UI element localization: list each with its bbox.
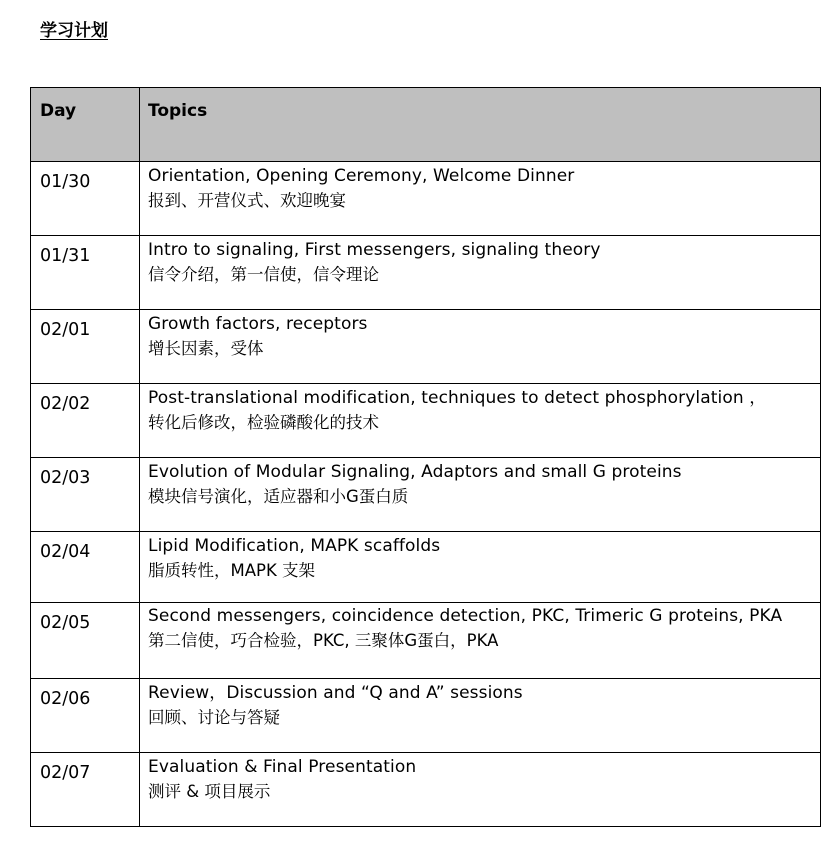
topic-cell — [140, 679, 821, 753]
topic-english: Lipid Modification, MAPK scaffolds — [148, 536, 441, 556]
topic-english: Growth factors, receptors — [148, 314, 368, 334]
table-row — [31, 310, 821, 384]
day-text: 02/01 — [40, 320, 91, 340]
day-cell — [31, 236, 140, 310]
topic-chinese: 模块信号演化，适应器和小G蛋白质 — [148, 487, 409, 506]
day-cell — [31, 603, 140, 679]
day-cell — [31, 679, 140, 753]
page-title: 学习计划 — [40, 21, 108, 41]
table-row — [31, 458, 821, 532]
topic-english: Post-translational modification, techniques to detect phosphorylation ， — [148, 388, 767, 408]
topic-cell — [140, 162, 821, 236]
table-row — [31, 384, 821, 458]
topic-english: Evaluation & Final Presentation — [148, 757, 417, 777]
day-text: 02/07 — [40, 763, 91, 783]
topic-chinese: 回顾、讨论与答疑 — [148, 708, 280, 727]
topic-cell — [140, 310, 821, 384]
day-text: 02/03 — [40, 468, 91, 488]
topic-chinese: 脂质转性，MAPK 支架 — [148, 561, 316, 580]
day-text: 02/02 — [40, 394, 91, 414]
topic-chinese: 增长因素，受体 — [148, 339, 264, 358]
day-cell — [31, 162, 140, 236]
table-row — [31, 679, 821, 753]
topic-english: Intro to signaling, First messengers, signaling theory — [148, 240, 601, 260]
table-row — [31, 162, 821, 236]
day-text: 02/05 — [40, 613, 91, 633]
column-header-day-label: Day — [40, 101, 77, 121]
topic-chinese: 转化后修改，检验磷酸化的技术 — [148, 413, 379, 432]
table-body — [31, 162, 821, 827]
schedule-table — [30, 87, 821, 827]
table-row — [31, 603, 821, 679]
topic-cell — [140, 532, 821, 603]
table-row — [31, 532, 821, 603]
topic-chinese: 测评 & 项目展示 — [148, 782, 271, 801]
topic-chinese: 报到、开营仪式、欢迎晚宴 — [148, 191, 346, 210]
topic-chinese: 信令介绍，第一信使，信令理论 — [148, 265, 379, 284]
day-text: 02/04 — [40, 542, 91, 562]
day-text: 01/30 — [40, 172, 91, 192]
topic-cell — [140, 384, 821, 458]
column-header-day — [31, 88, 140, 162]
topic-chinese: 第二信使，巧合检验，PKC, 三聚体G蛋白，PKA — [148, 631, 499, 650]
table-header — [31, 88, 821, 162]
topic-cell — [140, 236, 821, 310]
day-cell — [31, 753, 140, 827]
topic-cell — [140, 603, 821, 679]
topic-english: Orientation, Opening Ceremony, Welcome Dinner — [148, 166, 575, 186]
day-cell — [31, 384, 140, 458]
day-cell — [31, 310, 140, 384]
topic-english: Evolution of Modular Signaling, Adaptors and small G proteins — [148, 462, 682, 482]
day-cell — [31, 458, 140, 532]
table-row — [31, 753, 821, 827]
day-cell — [31, 532, 140, 603]
topic-cell — [140, 458, 821, 532]
topic-english: Review，Discussion and “Q and A” sessions — [148, 683, 523, 703]
table-row — [31, 236, 821, 310]
header-row — [31, 88, 821, 162]
column-header-topics — [140, 88, 821, 162]
day-text: 02/06 — [40, 689, 91, 709]
topic-cell — [140, 753, 821, 827]
day-text: 01/31 — [40, 246, 91, 266]
topic-english: Second messengers, coincidence detection, PKC, Trimeric G proteins, PKA — [148, 606, 783, 626]
column-header-topics-label: Topics — [148, 101, 208, 121]
